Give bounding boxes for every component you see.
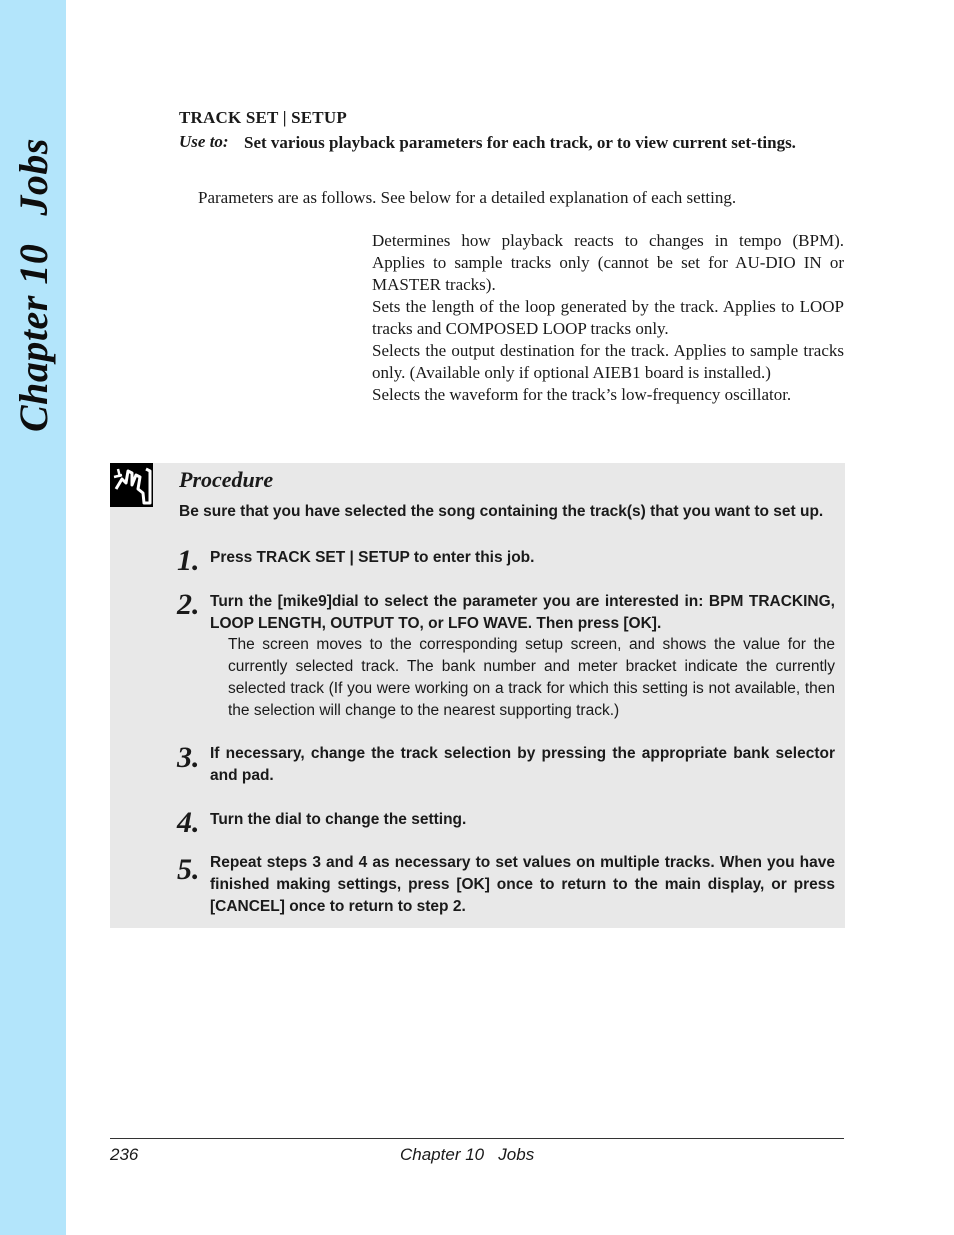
footer-page-number: 236: [110, 1145, 139, 1164]
step-5-text: Repeat steps 3 and 4 as necessary to set values on multiple tracks. When you have finished making settings, press [OK] once to return to the main display, or press [CANCEL] once to return to step 2.: [210, 854, 835, 915]
procedure-hand-icon: [110, 463, 153, 507]
parameter-descriptions: [372, 230, 844, 406]
param-desc-bpm-tracking: Determines how playback reacts to changes in tempo (BPM). Applies to sample tracks only (cannot be set for AU-DIO IN or MASTER tracks).: [372, 231, 844, 294]
step-4-number: 4.: [177, 806, 200, 839]
section-heading: TRACK SET | SETUP: [179, 108, 347, 127]
param-desc-loop-length: Sets the length of the loop generated by the track. Applies to LOOP tracks and COMPOSED LOOP tracks only.: [372, 297, 844, 338]
step-5-number: 5.: [177, 853, 200, 886]
param-desc-lfo-wave: Selects the waveform for the track’s low-frequency oscillator.: [372, 385, 792, 404]
step-2-text: Turn the [mike9]dial to select the parameter you are interested in: BPM TRACKING, LOOP LENGTH, OUTPUT TO, or LFO WAVE. Then press [OK].: [210, 593, 835, 632]
param-desc-output-to: Selects the output destination for the track. Applies to sample tracks only. (Available only if optional AIEB1 board is installed.): [372, 341, 844, 382]
procedure-title: Procedure: [179, 467, 274, 492]
parameters-intro: Parameters are as follows. See below for a detailed explanation of each setting.: [198, 188, 737, 207]
use-to-label: Use to:: [179, 132, 229, 151]
chapter-side-title: [10, 138, 57, 432]
step-1-number: 1.: [177, 544, 200, 577]
footer-divider: [110, 1138, 844, 1139]
step-2-number: 2.: [177, 588, 200, 621]
step-4-text: Turn the dial to change the setting.: [210, 811, 467, 828]
procedure-intro: Be sure that you have selected the song containing the track(s) that you want to set up.: [179, 503, 824, 520]
step-2-detail: The screen moves to the corresponding setup screen, and shows the value for the currently selected track. The bank number and meter bracket indicate the currently selected track (If you were working on a track for which this setting is not available, then the selection will change to the nearest supporting track.): [228, 636, 835, 719]
footer-chapter-title: Chapter 10 Jobs: [400, 1145, 535, 1164]
use-to-text: Set various playback parameters for each track, or to view current set-tings.: [244, 133, 796, 152]
step-3-text: If necessary, change the track selection by pressing the appropriate bank selector and pad.: [210, 745, 835, 784]
step-1-text: Press TRACK SET | SETUP to enter this job.: [210, 549, 535, 566]
chapter-side-word: Jobs: [11, 138, 56, 216]
chapter-side-label: Chapter 10: [11, 243, 56, 432]
step-3-number: 3.: [177, 741, 200, 774]
